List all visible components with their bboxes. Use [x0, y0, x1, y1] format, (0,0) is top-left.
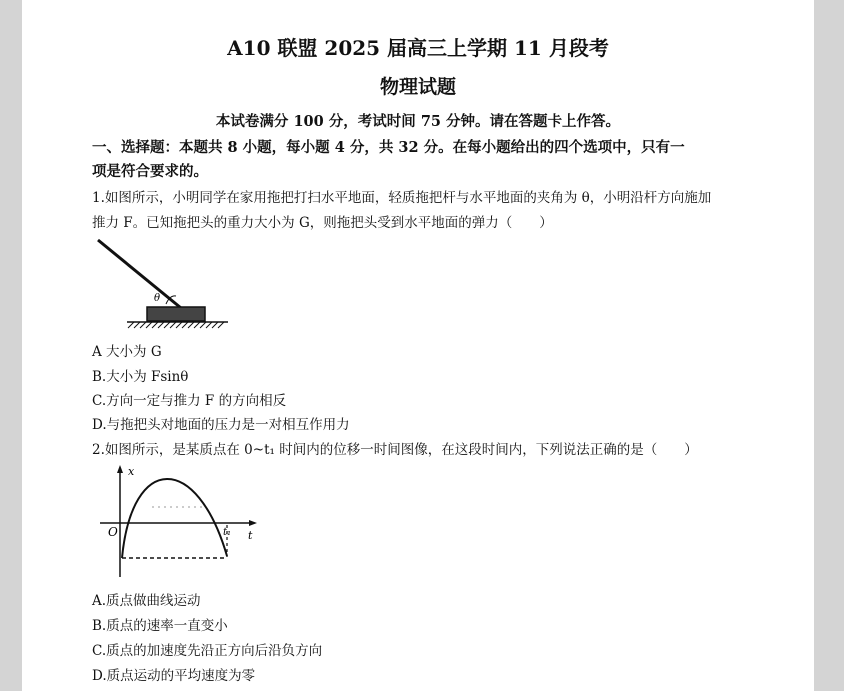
document-page — [22, 0, 814, 691]
exam-instruction: 本试卷满分 100 分，考试时间 75 分钟。请在答题卡上作答。 — [215, 113, 621, 130]
exam-title: A10 联盟 2025 届高三上学期 11 月段考 — [227, 36, 609, 60]
x-axis-label: x — [128, 465, 135, 478]
q1-option-a: A 大小为 G — [92, 344, 162, 360]
q1-option-d: D.与拖把头对地面的压力是一对相互作用力 — [92, 417, 350, 433]
q1-stem-line2: 推力 F。已知拖把头的重力大小为 G，则拖把头受到水平地面的弹力（ ） — [92, 215, 553, 231]
q1-option-b: B.大小为 Fsinθ — [92, 369, 189, 385]
exam-subtitle: 物理试题 — [379, 76, 456, 98]
angle-label: θ — [154, 293, 161, 304]
q2-stem: 2.如图所示，是某质点在 0~t₁ 时间内的位移一时间图像，在这段时间内，下列说法正确的是（ ） — [92, 442, 698, 458]
t-axis-label: t — [248, 529, 253, 542]
q2-option-d: D.质点运动的平均速度为零 — [92, 668, 256, 684]
q1-mop-figure — [92, 232, 232, 332]
xt-curve — [122, 479, 227, 558]
mop-head — [147, 307, 205, 321]
q1-stem-line1: 1.如图所示，小明同学在家用拖把打扫水平地面，轻质拖把杆与水平地面的夹角为 θ，小明沿杆方向施加 — [92, 190, 712, 206]
q2-option-b: B.质点的速率一直变小 — [92, 618, 228, 634]
x-axis-arrow — [117, 465, 123, 473]
q1-option-c: C.方向一定与推力 F 的方向相反 — [92, 393, 287, 409]
t-axis-arrow — [249, 520, 257, 526]
q2-option-a: A.质点做曲线运动 — [92, 593, 201, 609]
ground-hatching — [128, 322, 224, 328]
section-heading-line1: 一、选择题：本题共 8 小题，每小题 4 分，共 32 分。在每小题给出的四个选项中，只有一 — [92, 139, 685, 156]
q2-xt-graph — [92, 463, 262, 581]
mop-handle — [98, 240, 181, 308]
t1-label: t₁ — [223, 527, 232, 538]
section-heading-line2: 项是符合要求的。 — [92, 163, 208, 180]
q2-option-c: C.质点的加速度先沿正方向后沿负方向 — [92, 643, 323, 659]
origin-label: O — [108, 525, 118, 539]
